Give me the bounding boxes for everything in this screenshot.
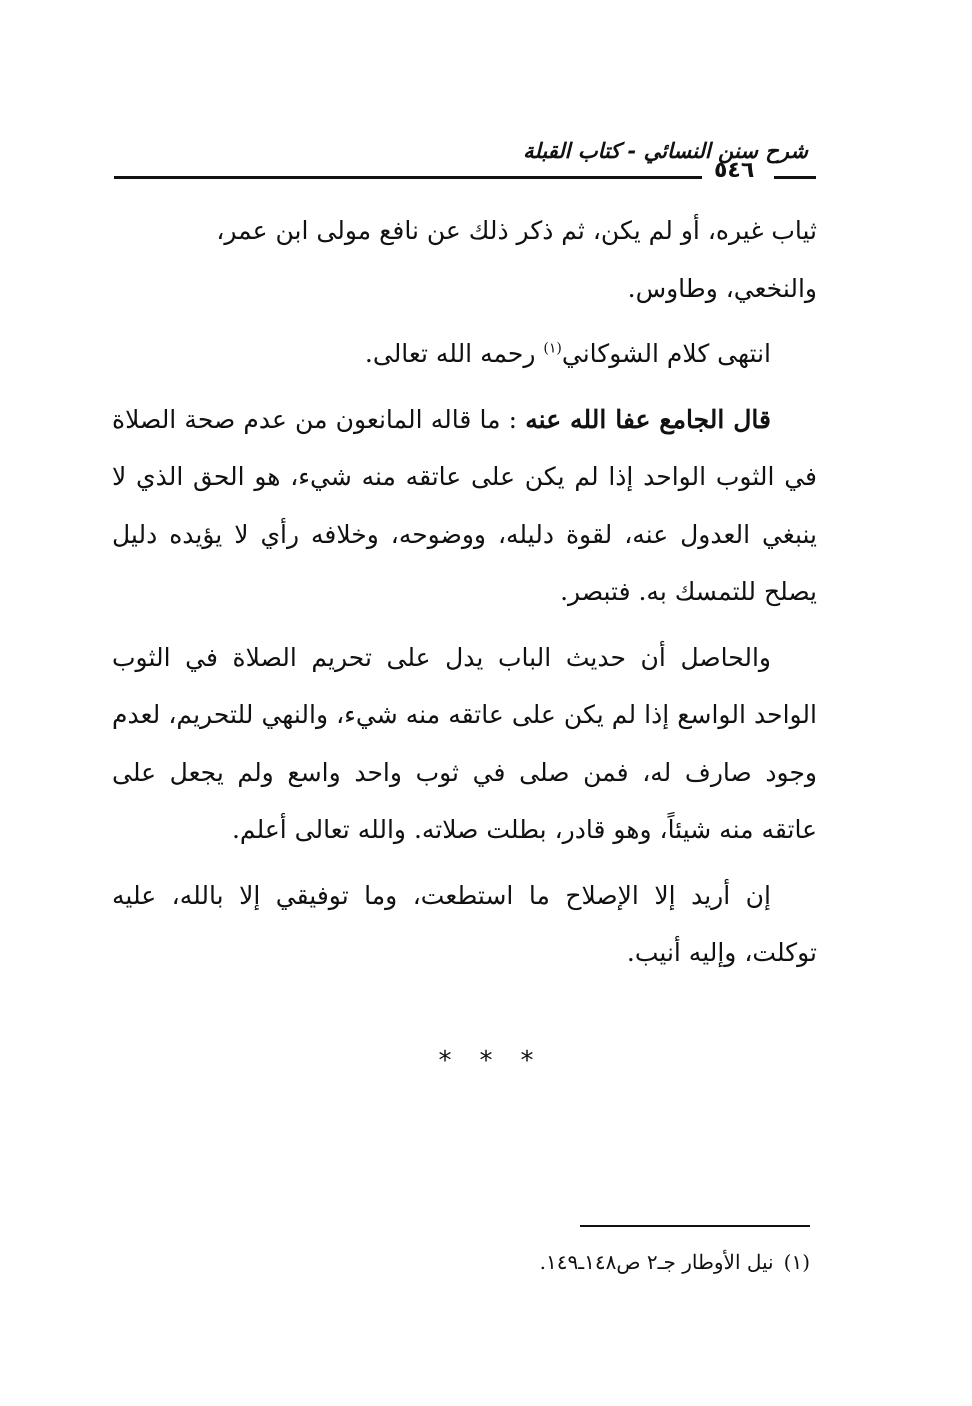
paragraph-2-text: انتهى كلام الشوكاني	[561, 339, 771, 368]
paragraph-1-line-1: ثياب غيره، أو لم يكن، ثم ذكر ذلك عن نافع مولى ابن عمر،	[216, 216, 817, 245]
paragraph-5	[112, 867, 817, 982]
paragraph-1-line-2: والنخعي، وطاوس.	[627, 273, 817, 303]
page-number: ٥٤٦	[714, 158, 755, 183]
paragraph-5-text: إن أريد إلا الإصلاح ما استطعت، وما توفيقي إلا بالله، عليه توكلت، وإليه أنيب.	[112, 880, 817, 967]
footnote-reference[interactable]: (١)	[543, 340, 562, 357]
paragraph-2-end: رحمه الله تعالى.	[364, 339, 544, 368]
body-text	[112, 202, 817, 982]
footnote-marker: (١)	[783, 1250, 810, 1274]
paragraph-2	[112, 325, 817, 383]
header-rule	[114, 176, 702, 179]
page-header	[114, 136, 816, 186]
paragraph-3	[112, 391, 817, 621]
page-number-dash	[774, 176, 816, 179]
paragraph-4-text: والحاصل أن حديث الباب يدل على تحريم الصلاة في الثوب الواحد الواسع إذا لم يكن على عاتقه منه شيء، والنهي للتحريم، لعدم وجود صارف له، فمن صلى في ثوب واحد واسع ولم يجعل على عاتقه منه شيئاً، وهو قادر، بطلت صلاته. والله تعالى أعلم.	[112, 642, 817, 844]
running-title: شرح سنن النسائي - كتاب القبلة	[523, 139, 808, 163]
paragraph-4	[112, 629, 817, 859]
footnote-rule	[580, 1225, 810, 1227]
section-separator: ***	[438, 1046, 562, 1076]
paragraph-3-text: : ما قاله المانعون من عدم صحة الصلاة في الثوب الواحد إذا لم يكن على عاتقه منه شيء، هو الحق الذي لا ينبغي العدول عنه، لقوة دليله، ووضوحه، وخلافه رأي لا يؤيده دليل يصلح للتمسك به. فتبصر.	[112, 404, 817, 606]
paragraph-1	[112, 202, 817, 317]
author-heading-phrase: قال الجامع عفا الله عنه	[525, 404, 771, 434]
footnote-text: نيل الأوطار جـ٢ ص١٤٨ـ١٤٩.	[539, 1250, 774, 1274]
footnote	[540, 1246, 810, 1278]
